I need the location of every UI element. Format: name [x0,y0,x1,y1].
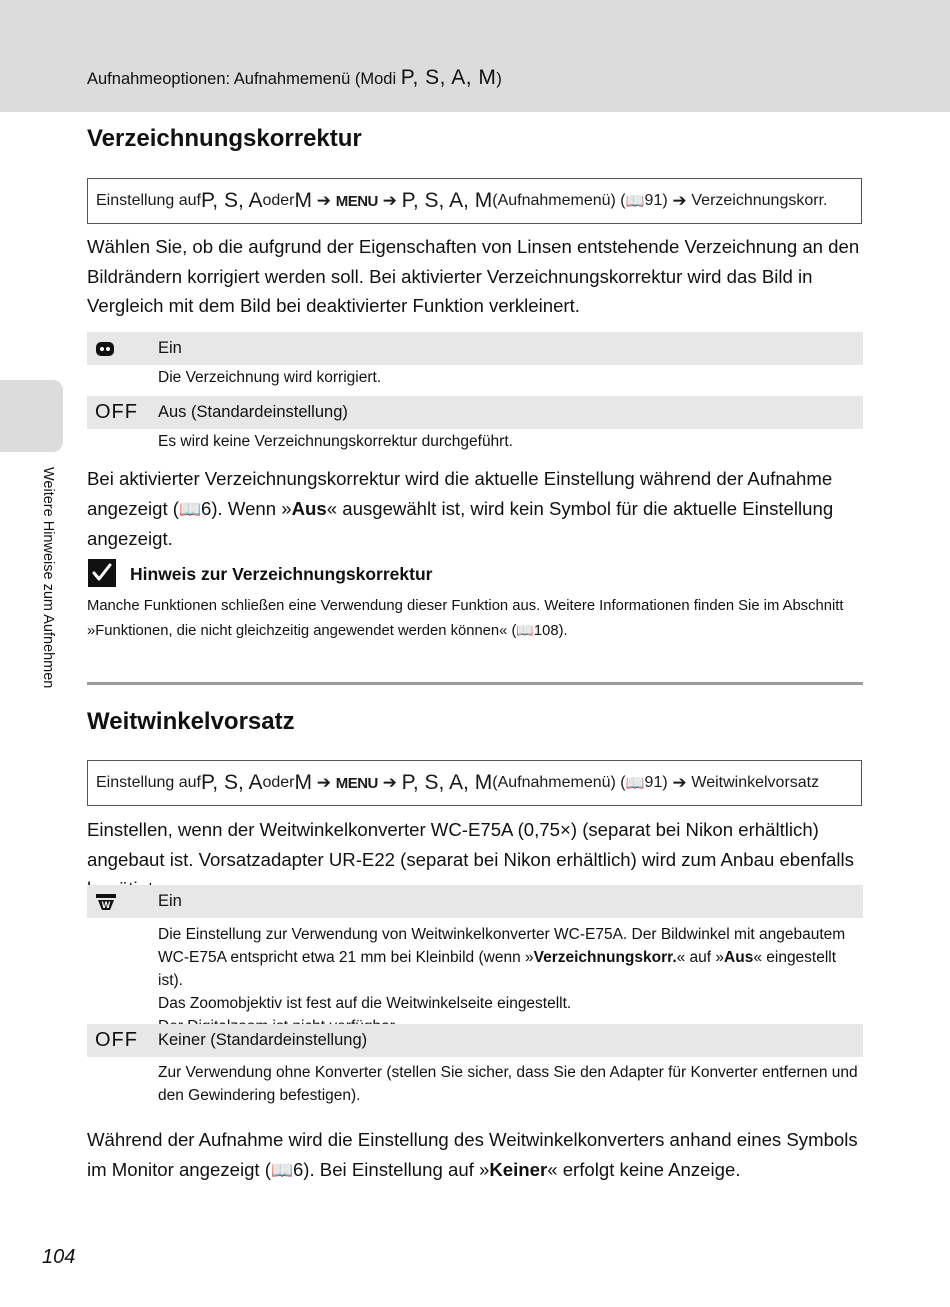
text-span: « ausgewählt ist, wird kein Symbol für die aktuelle Einstellung angezeigt. [87,497,834,549]
path-ref: 91 [644,192,663,209]
option-row-on [87,332,863,365]
option-label: Ein [158,339,182,357]
option-desc: Zur Verwendung ohne Konverter (stellen Sie sicher, dass Sie den Adapter für Konverter entfernen und den Gewindering befestigen). [158,1064,858,1104]
arrow-icon: ➔ [667,773,692,792]
path-mode-m: M [294,189,312,212]
option-desc: Es wird keine Verzeichnungskorrektur durchgeführt. [158,433,513,450]
text-span: Während der Aufnahme wird die Einstellung des Weitwinkelkonverters anhand eines Symbols im Monitor angezeigt ( [87,1129,858,1180]
page-number: 104 [42,1246,76,1268]
book-reference-icon: 📖 [179,498,201,519]
text-span: « erfolgt keine Anzeige. [547,1158,741,1180]
path-prefix: Einstellung auf [96,192,201,209]
page-ref: 6 [292,1158,304,1180]
text-span: Bei aktivierter Verzeichnungskorrektur wird die aktuelle Einstellung während der Aufnahme angezeigt ( [87,468,833,519]
section-intro: Einstellen, wenn der Weitwinkelkonverter WC-E75A (0,75×) (separat bei Nikon erhältlich) angebaut ist. Vorsatzadapter UR-E22 (separat bei Nikon erhältlich) wird zum Anbau ebenfalls [87,819,854,870]
arrow-icon: ➔ [377,191,402,210]
arrow-icon: ➔ [312,773,336,792]
menu-button-label: MENU [335,774,378,792]
section-intro: Wählen Sie, ob die aufgrund der Eigenschaften von Linsen entstehende Verzeichnung an den Bildrändern korrigiert werden soll. Bei aktivierter Verzeichnungskorrektur wird das Bild in Vergleich mit dem Bild bei deaktivierter Funktion verkleinert. [87,236,860,316]
path-modes: P, S, A [200,771,263,794]
text-span: ). Bei Einstellung auf » [303,1158,490,1180]
text-span: ). [558,623,568,639]
svg-text:W: W [101,899,111,910]
page-ref: 6 [200,497,212,519]
bold-term: Aus [291,497,327,519]
bold-term: Aus [724,949,754,966]
note-title: Hinweis zur Verzeichnungskorrektur [130,564,433,584]
book-reference-icon: 📖 [625,193,645,210]
option-label: Aus (Standardeinstellung) [158,403,348,421]
side-chapter-tab [0,380,63,452]
path-modes-menu: P, S, A, M [401,771,493,794]
header-title-suffix: ) [496,70,502,88]
off-icon: OFF [95,401,138,423]
path-oder: oder [262,192,295,209]
note-check-icon [88,559,116,587]
book-reference-icon: 📖 [270,1159,293,1180]
path-menu-name: (Aufnahmemenü) ( [492,192,626,209]
path-oder: oder [262,774,295,791]
path-prefix: Einstellung auf [96,774,201,791]
running-header [87,66,502,90]
bold-term: Verzeichnungskorr. [533,949,677,966]
text-span: Das Zoomobjektiv ist fest auf die Weitwinkelseite eingestellt. [158,995,572,1012]
option-row-off [87,1024,863,1057]
book-reference-icon: 📖 [625,775,645,792]
text-span: « eingestellt ist). [158,949,837,989]
header-modes: P, S, A, M [400,66,497,89]
bold-term: Keiner [489,1158,548,1180]
wide-converter-icon [95,893,117,911]
note-text [87,594,863,643]
text-span: Die Einstellung zur Verwendung von Weitwinkelkonverter WC-E75A. Der Bildwinkel mit angebautem WC-E75A entspricht etwa 21 mm bei Kleinbild (wenn » [158,926,846,966]
menu-button-label: MENU [335,192,378,210]
option-desc [158,923,863,1038]
option-label: Ein [158,892,182,910]
path-modes-menu: P, S, A, M [401,189,493,212]
off-icon: OFF [95,1029,138,1051]
section-heading-distortion: Verzeichnungskorrektur [87,125,362,152]
arrow-icon: ➔ [377,773,402,792]
header-title-prefix: Aufnahmeoptionen: Aufnahmemenü (Modi [87,70,401,88]
option-row-on [87,885,863,918]
path-mode-m: M [294,771,312,794]
distortion-on-icon [95,341,115,357]
text-span: Manche Funktionen schließen eine Verwendung dieser Funktion aus. Weitere Informationen finden Sie im Abschnitt »Funktionen, die nicht gleichzeitig angewendet werden können« ( [87,598,844,639]
book-reference-icon: 📖 [516,622,534,638]
arrow-icon: ➔ [312,191,336,210]
option-desc: Die Verzeichnung wird korrigiert. [158,369,382,386]
page-ref: 108 [533,623,559,639]
path-target: Weitwinkelvorsatz [691,774,820,791]
section-divider [87,682,863,685]
path-close: ) [662,192,668,209]
section-after-text [87,1125,863,1185]
text-span: ). Wenn » [211,497,292,519]
menu-path-box-distortion [87,178,862,224]
option-row-off [87,396,863,429]
path-target: Verzeichnungskorr. [691,192,828,209]
text-span: « auf » [676,949,725,966]
side-chapter-label: Weitere Hinweise zum Aufnehmen [40,467,56,689]
menu-path-box-wide-angle [87,760,862,806]
path-ref: 91 [644,774,663,791]
path-close: ) [662,774,668,791]
header-band [0,0,950,112]
path-menu-name: (Aufnahmemenü) ( [492,774,626,791]
arrow-icon: ➔ [667,191,692,210]
section-after-text [87,464,863,554]
path-modes: P, S, A [200,189,263,212]
option-label: Keiner (Standardeinstellung) [158,1031,368,1049]
section-heading-wide-angle: Weitwinkelvorsatz [87,708,295,735]
